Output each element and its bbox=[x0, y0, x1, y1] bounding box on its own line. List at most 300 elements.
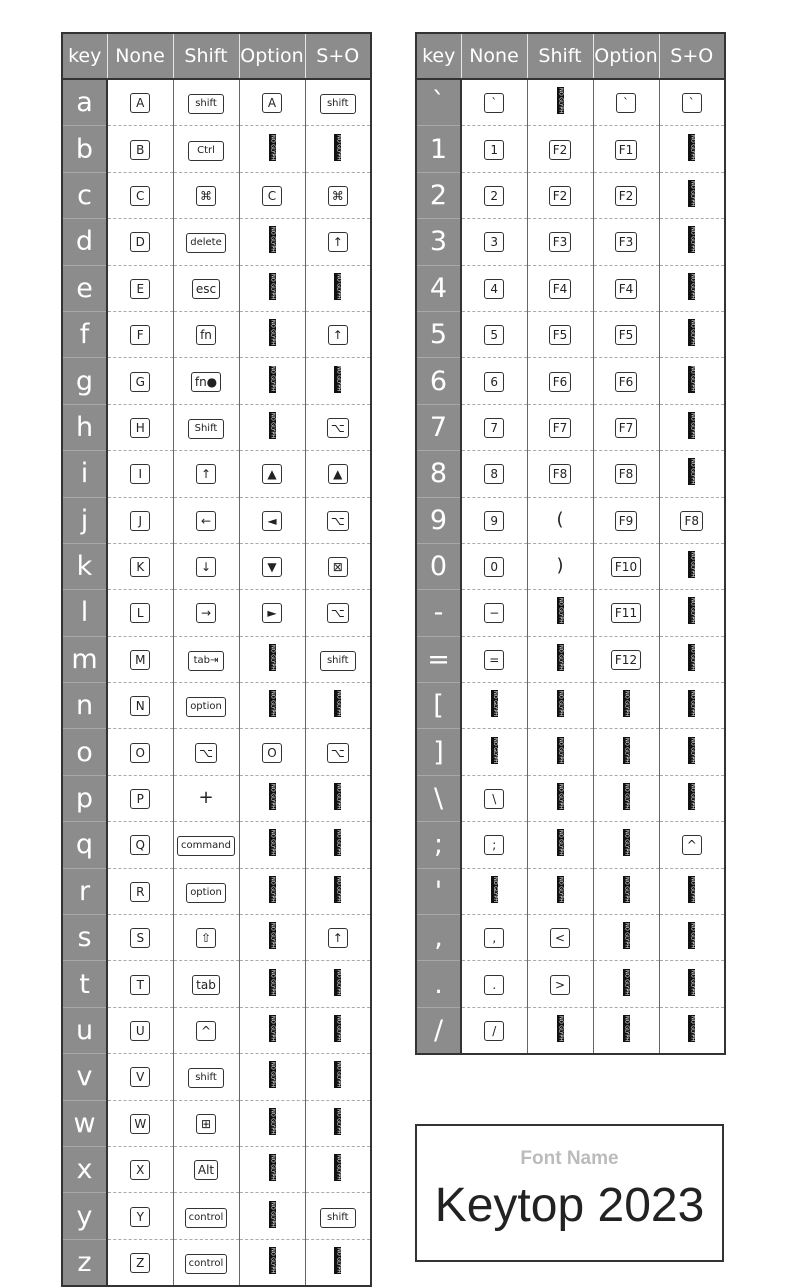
table-cell bbox=[173, 961, 239, 1007]
no-glyph-marker: NO GLYPH bbox=[335, 784, 342, 810]
keycap-glyph: F10 bbox=[611, 557, 641, 577]
table-cell bbox=[527, 683, 593, 729]
keycap-glyph: 4 bbox=[484, 279, 504, 299]
keycap-glyph: A bbox=[130, 93, 150, 113]
table-cell bbox=[305, 404, 371, 450]
table-cell bbox=[305, 172, 371, 218]
table-row bbox=[416, 497, 725, 543]
header-option: Option bbox=[593, 33, 659, 79]
table-cell bbox=[461, 683, 527, 729]
table-row bbox=[62, 1100, 371, 1146]
table-cell bbox=[593, 311, 659, 357]
table-cell bbox=[461, 358, 527, 404]
table-row bbox=[416, 729, 725, 775]
no-glyph-marker: NO GLYPH bbox=[335, 830, 342, 856]
table-cell bbox=[107, 775, 173, 821]
keycap-glyph: ^ bbox=[196, 1021, 216, 1041]
table-cell bbox=[305, 1239, 371, 1286]
table-cell bbox=[593, 915, 659, 961]
keycap-glyph: < bbox=[550, 928, 570, 948]
table-cell bbox=[659, 451, 725, 497]
table-cell bbox=[593, 961, 659, 1007]
table-cell bbox=[305, 775, 371, 821]
table-cell bbox=[173, 729, 239, 775]
table-cell bbox=[173, 404, 239, 450]
table-cell bbox=[305, 822, 371, 868]
table-cell bbox=[593, 636, 659, 682]
no-glyph-marker: NO GLYPH bbox=[269, 320, 276, 346]
table-row bbox=[62, 543, 371, 589]
keycap-glyph: N bbox=[130, 696, 150, 716]
header-shift: Shift bbox=[527, 33, 593, 79]
table-cell bbox=[305, 636, 371, 682]
keycap-glyph: P bbox=[130, 789, 150, 809]
table-row bbox=[62, 822, 371, 868]
table-cell bbox=[659, 775, 725, 821]
keycap-glyph: ⌘ bbox=[328, 186, 348, 206]
table-row bbox=[416, 79, 725, 126]
keycap-glyph: option bbox=[186, 697, 226, 717]
keycap-glyph: F5 bbox=[615, 325, 638, 345]
keycap-glyph: 9 bbox=[484, 511, 504, 531]
table-row bbox=[62, 636, 371, 682]
keycap-glyph: > bbox=[550, 975, 570, 995]
keycap-glyph: ` bbox=[484, 93, 504, 113]
table-cell bbox=[527, 1007, 593, 1054]
keycap-glyph: 5 bbox=[484, 325, 504, 345]
keycap-glyph: ► bbox=[262, 603, 282, 623]
table-cell bbox=[527, 590, 593, 636]
table-row bbox=[416, 311, 725, 357]
table-cell bbox=[239, 126, 305, 172]
table-cell bbox=[461, 311, 527, 357]
keycap-glyph: ⊠ bbox=[328, 557, 348, 577]
no-glyph-marker: NO GLYPH bbox=[269, 1247, 276, 1273]
table-row bbox=[416, 683, 725, 729]
table-cell bbox=[593, 126, 659, 172]
row-key-label: o bbox=[62, 729, 107, 775]
row-key-label: u bbox=[62, 1007, 107, 1053]
table-row bbox=[416, 915, 725, 961]
table-cell bbox=[659, 311, 725, 357]
right-table-body bbox=[416, 79, 725, 1054]
no-glyph-marker: NO GLYPH bbox=[269, 1155, 276, 1181]
keycap-glyph: Ctrl bbox=[188, 141, 224, 161]
no-glyph-marker: NO GLYPH bbox=[689, 784, 696, 810]
table-row bbox=[416, 219, 725, 265]
table-cell bbox=[107, 311, 173, 357]
table-cell bbox=[593, 404, 659, 450]
table-cell bbox=[593, 451, 659, 497]
table-cell bbox=[239, 219, 305, 265]
row-key-label: 1 bbox=[416, 126, 461, 172]
keycap-glyph: \ bbox=[484, 789, 504, 809]
row-key-label: 5 bbox=[416, 311, 461, 357]
table-cell bbox=[527, 497, 593, 543]
table-cell bbox=[527, 729, 593, 775]
keycap-glyph: delete bbox=[186, 233, 226, 253]
keycap-glyph: shift bbox=[320, 651, 356, 671]
row-key-label: t bbox=[62, 961, 107, 1007]
no-glyph-marker: NO GLYPH bbox=[269, 784, 276, 810]
table-cell bbox=[593, 543, 659, 589]
no-glyph-marker: NO GLYPH bbox=[269, 227, 276, 253]
keycap-glyph: S bbox=[130, 928, 150, 948]
keycap-glyph: ◄ bbox=[262, 511, 282, 531]
keycap-glyph: shift bbox=[188, 94, 224, 114]
no-glyph-marker: NO GLYPH bbox=[623, 969, 630, 995]
no-glyph-marker: NO GLYPH bbox=[269, 1108, 276, 1134]
table-row bbox=[416, 358, 725, 404]
table-cell bbox=[239, 265, 305, 311]
no-glyph-marker: NO GLYPH bbox=[335, 134, 342, 160]
table-cell bbox=[107, 451, 173, 497]
table-cell bbox=[659, 1007, 725, 1054]
table-cell bbox=[239, 543, 305, 589]
table-cell bbox=[239, 311, 305, 357]
row-key-label: z bbox=[62, 1239, 107, 1286]
row-key-label: q bbox=[62, 822, 107, 868]
no-glyph-marker: NO GLYPH bbox=[269, 412, 276, 438]
no-glyph-marker: NO GLYPH bbox=[335, 1062, 342, 1088]
keycap-glyph: O bbox=[130, 743, 150, 763]
table-cell bbox=[107, 172, 173, 218]
table-cell bbox=[659, 219, 725, 265]
no-glyph-marker: NO GLYPH bbox=[335, 1108, 342, 1134]
table-cell bbox=[305, 683, 371, 729]
keycap-glyph: option bbox=[186, 883, 226, 903]
no-glyph-marker: NO GLYPH bbox=[269, 969, 276, 995]
keycap-glyph: Shift bbox=[188, 419, 224, 439]
table-cell bbox=[107, 1007, 173, 1053]
no-glyph-marker: NO GLYPH bbox=[557, 876, 564, 902]
row-key-label: l bbox=[62, 590, 107, 636]
table-cell bbox=[593, 683, 659, 729]
table-cell bbox=[593, 219, 659, 265]
no-glyph-marker: NO GLYPH bbox=[335, 691, 342, 717]
row-key-label: 9 bbox=[416, 497, 461, 543]
font-name-title: Keytop 2023 bbox=[434, 1179, 705, 1232]
keycap-glyph: K bbox=[130, 557, 150, 577]
keycap-glyph: F6 bbox=[615, 372, 638, 392]
keycap-glyph: F4 bbox=[549, 279, 572, 299]
table-cell bbox=[173, 172, 239, 218]
table-cell bbox=[239, 358, 305, 404]
keycap-glyph: esc bbox=[192, 279, 220, 299]
table-cell bbox=[107, 590, 173, 636]
table-row bbox=[62, 868, 371, 914]
keycap-glyph: , bbox=[484, 928, 504, 948]
keycap-glyph: J bbox=[130, 511, 150, 531]
table-cell bbox=[305, 497, 371, 543]
table-cell bbox=[461, 497, 527, 543]
keycap-glyph: F3 bbox=[549, 232, 572, 252]
table-cell bbox=[239, 1239, 305, 1286]
keycap-glyph: ⌥ bbox=[327, 603, 349, 623]
table-cell bbox=[173, 265, 239, 311]
table-cell bbox=[239, 1193, 305, 1239]
table-cell bbox=[107, 822, 173, 868]
table-cell bbox=[593, 775, 659, 821]
table-cell bbox=[461, 172, 527, 218]
table-cell bbox=[173, 1054, 239, 1100]
table-cell bbox=[305, 1146, 371, 1192]
table-cell bbox=[107, 915, 173, 961]
keycap-glyph: shift bbox=[188, 1068, 224, 1088]
right-key-table bbox=[415, 32, 726, 1055]
keycap-glyph: tab bbox=[192, 975, 220, 995]
header-none: None bbox=[461, 33, 527, 79]
table-cell bbox=[305, 79, 371, 126]
left-table-body bbox=[62, 79, 371, 1286]
keycap-glyph: 1 bbox=[484, 140, 504, 160]
no-glyph-marker: NO GLYPH bbox=[689, 1015, 696, 1042]
row-key-label: ` bbox=[416, 79, 461, 126]
table-cell bbox=[527, 126, 593, 172]
table-cell bbox=[659, 868, 725, 914]
table-cell bbox=[593, 79, 659, 126]
table-cell bbox=[173, 497, 239, 543]
table-cell bbox=[659, 497, 725, 543]
row-key-label: ' bbox=[416, 868, 461, 914]
row-key-label: \ bbox=[416, 775, 461, 821]
table-cell bbox=[173, 358, 239, 404]
keycap-glyph: F12 bbox=[611, 650, 641, 670]
table-row bbox=[62, 172, 371, 218]
table-cell bbox=[239, 1054, 305, 1100]
row-key-label: 2 bbox=[416, 172, 461, 218]
table-row bbox=[62, 219, 371, 265]
no-glyph-marker: NO GLYPH bbox=[269, 691, 276, 717]
no-glyph-marker: NO GLYPH bbox=[689, 644, 696, 670]
keycap-glyph: = bbox=[484, 650, 504, 670]
font-name-box bbox=[415, 1124, 724, 1262]
no-glyph-marker: NO GLYPH bbox=[623, 1015, 630, 1042]
table-cell bbox=[527, 543, 593, 589]
table-cell bbox=[107, 79, 173, 126]
keycap-glyph: 2 bbox=[484, 186, 504, 206]
row-key-label: 8 bbox=[416, 451, 461, 497]
table-cell bbox=[305, 590, 371, 636]
keycap-glyph: ↑ bbox=[328, 325, 348, 345]
no-glyph-marker: NO GLYPH bbox=[557, 737, 564, 763]
table-cell bbox=[239, 636, 305, 682]
keycap-glyph: ↑ bbox=[196, 464, 216, 484]
keycap-glyph: ↑ bbox=[328, 928, 348, 948]
table-cell bbox=[659, 729, 725, 775]
table-cell bbox=[107, 126, 173, 172]
table-cell bbox=[593, 729, 659, 775]
table-row bbox=[62, 729, 371, 775]
table-cell bbox=[239, 79, 305, 126]
row-key-label: j bbox=[62, 497, 107, 543]
no-glyph-marker: NO GLYPH bbox=[623, 830, 630, 856]
keycap-glyph: F7 bbox=[549, 418, 572, 438]
table-cell bbox=[173, 219, 239, 265]
no-glyph-marker: NO GLYPH bbox=[689, 691, 696, 717]
table-row bbox=[62, 683, 371, 729]
keycap-glyph: ⌥ bbox=[195, 743, 217, 763]
table-cell bbox=[305, 311, 371, 357]
keycap-glyph: F2 bbox=[549, 140, 572, 160]
header-row bbox=[416, 33, 725, 79]
row-key-label: / bbox=[416, 1007, 461, 1054]
row-key-label: = bbox=[416, 636, 461, 682]
no-glyph-marker: NO GLYPH bbox=[491, 737, 498, 763]
keycap-glyph: F9 bbox=[615, 511, 638, 531]
table-cell bbox=[461, 590, 527, 636]
table-row bbox=[62, 1193, 371, 1239]
row-key-label: d bbox=[62, 219, 107, 265]
no-glyph-marker: NO GLYPH bbox=[269, 644, 276, 670]
keycap-glyph: / bbox=[484, 1021, 504, 1041]
no-glyph-marker: NO GLYPH bbox=[269, 1015, 276, 1042]
table-cell bbox=[173, 1100, 239, 1146]
table-cell bbox=[107, 868, 173, 914]
no-glyph-marker: NO GLYPH bbox=[491, 876, 498, 902]
no-glyph-marker: NO GLYPH bbox=[269, 134, 276, 160]
table-cell bbox=[173, 1193, 239, 1239]
keycap-glyph: O bbox=[262, 743, 282, 763]
header-key: key bbox=[416, 33, 461, 79]
table-row bbox=[62, 311, 371, 357]
table-row bbox=[62, 451, 371, 497]
no-glyph-marker: NO GLYPH bbox=[335, 1015, 342, 1042]
table-cell bbox=[239, 590, 305, 636]
table-cell bbox=[305, 265, 371, 311]
table-cell bbox=[239, 172, 305, 218]
table-row bbox=[416, 636, 725, 682]
table-cell bbox=[239, 961, 305, 1007]
table-cell bbox=[305, 1054, 371, 1100]
keycap-glyph: ) bbox=[550, 557, 570, 577]
no-glyph-marker: NO GLYPH bbox=[623, 923, 630, 949]
keycap-glyph: F4 bbox=[615, 279, 638, 299]
table-cell bbox=[527, 219, 593, 265]
keycap-glyph: ▲ bbox=[262, 464, 282, 484]
table-cell bbox=[107, 729, 173, 775]
row-key-label: b bbox=[62, 126, 107, 172]
keycap-glyph: T bbox=[130, 975, 150, 995]
table-cell bbox=[239, 868, 305, 914]
keycap-glyph: M bbox=[130, 650, 150, 670]
table-cell bbox=[305, 219, 371, 265]
no-glyph-marker: NO GLYPH bbox=[269, 1201, 276, 1227]
no-glyph-marker: NO GLYPH bbox=[335, 969, 342, 995]
keycap-glyph: D bbox=[130, 232, 150, 252]
no-glyph-marker: NO GLYPH bbox=[689, 412, 696, 438]
table-cell bbox=[173, 1007, 239, 1053]
keycap-glyph: V bbox=[130, 1067, 150, 1087]
table-row bbox=[62, 1054, 371, 1100]
table-cell bbox=[527, 961, 593, 1007]
table-cell bbox=[173, 79, 239, 126]
table-cell bbox=[593, 590, 659, 636]
table-row bbox=[416, 868, 725, 914]
no-glyph-marker: NO GLYPH bbox=[335, 273, 342, 299]
keycap-glyph: command bbox=[177, 836, 235, 856]
table-cell bbox=[173, 451, 239, 497]
keycap-glyph: Y bbox=[130, 1207, 150, 1227]
keycap-glyph: 3 bbox=[484, 232, 504, 252]
no-glyph-marker: NO GLYPH bbox=[557, 1015, 564, 1042]
table-cell bbox=[527, 775, 593, 821]
keycap-glyph: → bbox=[196, 603, 216, 623]
row-key-label: w bbox=[62, 1100, 107, 1146]
keycap-glyph: ⊞ bbox=[196, 1114, 216, 1134]
table-cell bbox=[461, 775, 527, 821]
table-cell bbox=[107, 543, 173, 589]
table-cell bbox=[107, 358, 173, 404]
table-cell bbox=[305, 868, 371, 914]
table-cell bbox=[239, 1007, 305, 1053]
keycap-glyph: X bbox=[130, 1160, 150, 1180]
header-none: None bbox=[107, 33, 173, 79]
keycap-glyph: F8 bbox=[680, 511, 703, 531]
table-cell bbox=[173, 868, 239, 914]
keycap-glyph: Alt bbox=[194, 1160, 218, 1180]
keycap-glyph: I bbox=[130, 464, 150, 484]
keycap-glyph: H bbox=[130, 418, 150, 438]
table-cell bbox=[593, 497, 659, 543]
keycap-glyph: C bbox=[130, 186, 150, 206]
keycap-glyph: control bbox=[185, 1208, 228, 1228]
row-key-label: m bbox=[62, 636, 107, 682]
table-row bbox=[416, 822, 725, 868]
table-cell bbox=[659, 822, 725, 868]
table-row bbox=[62, 1146, 371, 1192]
no-glyph-marker: NO GLYPH bbox=[689, 320, 696, 346]
row-key-label: y bbox=[62, 1193, 107, 1239]
table-cell bbox=[659, 636, 725, 682]
table-cell bbox=[461, 915, 527, 961]
table-cell bbox=[593, 358, 659, 404]
keycap-glyph: 6 bbox=[484, 372, 504, 392]
table-cell bbox=[239, 1146, 305, 1192]
table-cell bbox=[659, 683, 725, 729]
table-cell bbox=[527, 358, 593, 404]
table-cell bbox=[593, 172, 659, 218]
table-cell bbox=[527, 868, 593, 914]
row-key-label: v bbox=[62, 1054, 107, 1100]
keycap-glyph: F1 bbox=[615, 140, 638, 160]
keycap-glyph: R bbox=[130, 882, 150, 902]
keycap-glyph: shift bbox=[320, 1208, 356, 1228]
keycap-glyph: L bbox=[130, 603, 150, 623]
keycap-glyph: A bbox=[262, 93, 282, 113]
table-row bbox=[62, 915, 371, 961]
table-cell bbox=[107, 219, 173, 265]
keycap-glyph: fn● bbox=[191, 372, 221, 392]
keycap-glyph: ; bbox=[484, 835, 504, 855]
keycap-glyph: F bbox=[130, 325, 150, 345]
keycap-glyph: ( bbox=[550, 511, 570, 531]
table-row bbox=[416, 590, 725, 636]
no-glyph-marker: NO GLYPH bbox=[689, 876, 696, 902]
table-cell bbox=[173, 1239, 239, 1286]
keycap-glyph: F7 bbox=[615, 418, 638, 438]
no-glyph-marker: NO GLYPH bbox=[269, 876, 276, 902]
keycap-glyph: C bbox=[262, 186, 282, 206]
table-cell bbox=[239, 683, 305, 729]
keycap-glyph: Q bbox=[130, 835, 150, 855]
keycap-glyph: ⌘ bbox=[196, 186, 216, 206]
table-cell bbox=[527, 915, 593, 961]
table-cell bbox=[239, 1100, 305, 1146]
table-cell bbox=[107, 1100, 173, 1146]
table-cell bbox=[659, 126, 725, 172]
table-cell bbox=[173, 311, 239, 357]
